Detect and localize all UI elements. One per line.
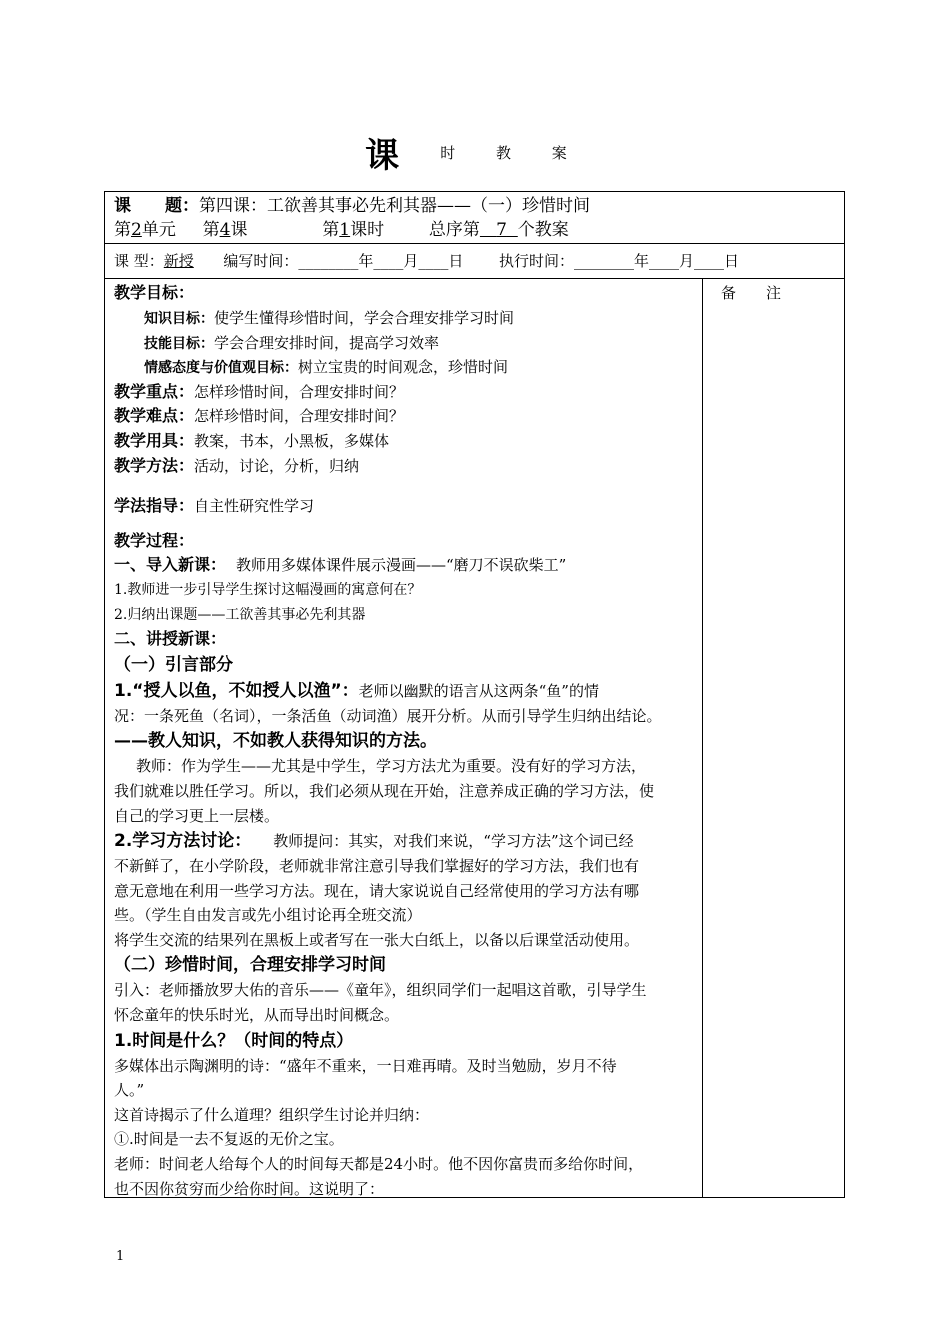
- total-pre: 总序第: [428, 220, 480, 240]
- remarks-label: 备 注: [721, 284, 782, 302]
- type-label: 课 型：: [114, 252, 164, 270]
- lesson-number: 4: [219, 220, 231, 240]
- topic-value: 第四课：工欲善其事必先利其器——（一）珍惜时间: [199, 196, 590, 216]
- p3-line5: 将学生交流的结果列在黑板上或者写在一张大白纸上，以备以后课堂活动使用。: [114, 930, 640, 949]
- total-number: 7: [496, 220, 507, 240]
- intro-text: 教师用多媒体课件展示漫画——“磨刀不误砍柴工”: [236, 556, 567, 575]
- goal2-text: 学会合理安排时间，提高学习效率: [214, 333, 440, 352]
- p1-text: 老师以幽默的语言从这两条“鱼”的情: [358, 681, 599, 700]
- p4-line2: 怀念童年的快乐时光，从而导出时间概念。: [114, 1006, 400, 1025]
- p5-line1: 多媒体出示陶渊明的诗：“盛年不重来，一日难再晴。及时当勉励，岁月不待: [114, 1056, 617, 1075]
- guide-label: 学法指导：: [114, 496, 195, 516]
- p2-line3: 自己的学习更上一层楼。: [114, 806, 280, 825]
- p5-line2: 人。”: [114, 1081, 145, 1100]
- p1-heading: 1.“授人以鱼，不如授人以渔”：: [114, 680, 359, 701]
- exec-time-label: 执行时间：: [498, 252, 574, 270]
- key-label: 教学重点：: [114, 381, 195, 401]
- method-text: 活动，讨论，分析，归纳: [194, 456, 360, 475]
- lesson-plan-table: [104, 191, 845, 1198]
- p5-line5: 老师：时间老人给每个人的时间每天都是24小时。他不因你富贵而多给你时间，: [114, 1155, 644, 1174]
- p1-line2: 况：一条死鱼（名词），一条活鱼（动词渔）展开分析。从而引导学生归纳出结论。: [114, 706, 662, 725]
- exec-year: 年: [634, 252, 650, 270]
- process-title: 教学过程：: [114, 530, 195, 550]
- part2-heading: （二）珍惜时间，合理安排学习时间: [114, 955, 386, 976]
- p3-heading: 2.学习方法讨论：: [114, 831, 252, 852]
- p4-line1: 引入：老师播放罗大佑的音乐——《童年》，组织同学们一起唱这首歌，引导学生: [114, 981, 647, 1000]
- goal3-label: 情感态度与价值观目标：: [144, 360, 298, 377]
- tools-label: 教学用具：: [114, 430, 195, 450]
- compile-month: 月: [403, 252, 419, 270]
- lesson-post: 课: [230, 220, 248, 240]
- goal3-text: 树立宝贵的时间观念，珍惜时间: [298, 358, 509, 377]
- goal1-label: 知识目标：: [144, 311, 214, 327]
- p2-line1: 教师：作为学生——尤其是中学生，学习方法尤为重要。没有好的学习方法，: [136, 757, 647, 776]
- page-number: 1: [116, 1249, 125, 1264]
- lesson-pre: 第: [202, 220, 220, 240]
- exec-month: 月: [679, 252, 695, 270]
- title-small: 时 教 案: [440, 144, 585, 162]
- compile-time-label: 编写时间：: [223, 252, 299, 270]
- compile-day: 日: [448, 252, 464, 270]
- exec-year-blank: ________: [574, 252, 634, 270]
- p5-line3: 这首诗揭示了什么道理？组织学生讨论并归纳：: [114, 1105, 430, 1124]
- p5-line6: 也不因你贫穷而少给你时间。这说明了：: [114, 1179, 385, 1198]
- compile-year-blank: ________: [298, 252, 359, 270]
- part1-heading: （一）引言部分: [114, 654, 233, 675]
- compile-year: 年: [358, 252, 374, 270]
- type-value: 新授: [163, 252, 194, 270]
- intro-step-1: 1.教师进一步引导学生探讨这幅漫画的寓意何在？: [114, 581, 422, 598]
- page-title: [0, 128, 950, 177]
- p5-line4: ①.时间是一去不复返的无价之宝。: [114, 1130, 344, 1149]
- difficulty-label: 教学难点：: [114, 406, 195, 426]
- total-post: 个教案: [517, 220, 569, 240]
- column-divider: [702, 279, 703, 1197]
- key-text: 怎样珍惜时间，合理安排时间？: [194, 382, 405, 401]
- period-pre: 第: [322, 220, 340, 240]
- title-big: 课: [365, 136, 400, 176]
- p3-line2: 不新鲜了，在小学阶段，老师就非常注意引导我们掌握好的学习方法，我们也有: [114, 857, 640, 876]
- intro-step-2: 2.归纳出课题——工欲善其事必先利其器: [114, 606, 366, 623]
- method-label: 教学方法：: [114, 455, 195, 475]
- p3-line4: 些。（学生自由发言或先小组讨论再全班交流）: [114, 906, 422, 925]
- goals-title: 教学目标：: [114, 283, 195, 302]
- p1-conclusion: ——教人知识，不如教人获得知识的方法。: [114, 731, 437, 752]
- tools-text: 教案，书本，小黑板，多媒体: [194, 431, 390, 450]
- unit-post: 单元: [141, 220, 176, 240]
- exec-day: 日: [724, 252, 740, 270]
- topic-label: 课 题：: [114, 196, 199, 216]
- guide-text: 自主性研究性学习: [194, 497, 315, 516]
- p3-text: 教师提问：其实，对我们来说，“学习方法”这个词已经: [273, 832, 634, 851]
- unit-number: 2: [131, 220, 142, 240]
- lesson-content: [114, 281, 698, 1201]
- period-post: 课时: [350, 220, 385, 240]
- p3-line3: 意无意地在利用一些学习方法。现在，请大家说说自己经常使用的学习方法有哪: [114, 881, 640, 900]
- p5-heading: 1.时间是什么？（时间的特点）: [114, 1030, 354, 1051]
- period-number: 1: [339, 220, 351, 240]
- unit-pre: 第: [114, 220, 131, 240]
- intro-label: 一、导入新课：: [114, 555, 227, 575]
- header-row-topic: [105, 192, 844, 244]
- goal1-text: 使学生懂得珍惜时间，学会合理安排学习时间: [214, 309, 515, 327]
- difficulty-text: 怎样珍惜时间，合理安排时间？: [194, 407, 405, 426]
- goal2-label: 技能目标：: [144, 335, 214, 352]
- p2-line2: 我们就难以胜任学习。所以，我们必须从现在开始，注意养成正确的学习方法，使: [114, 781, 655, 800]
- new-lesson-label: 二、讲授新课：: [114, 629, 227, 649]
- header-row-type: 课 型：新授 编写时间：________年____月____日 执行时间：________年____月____日: [105, 244, 844, 279]
